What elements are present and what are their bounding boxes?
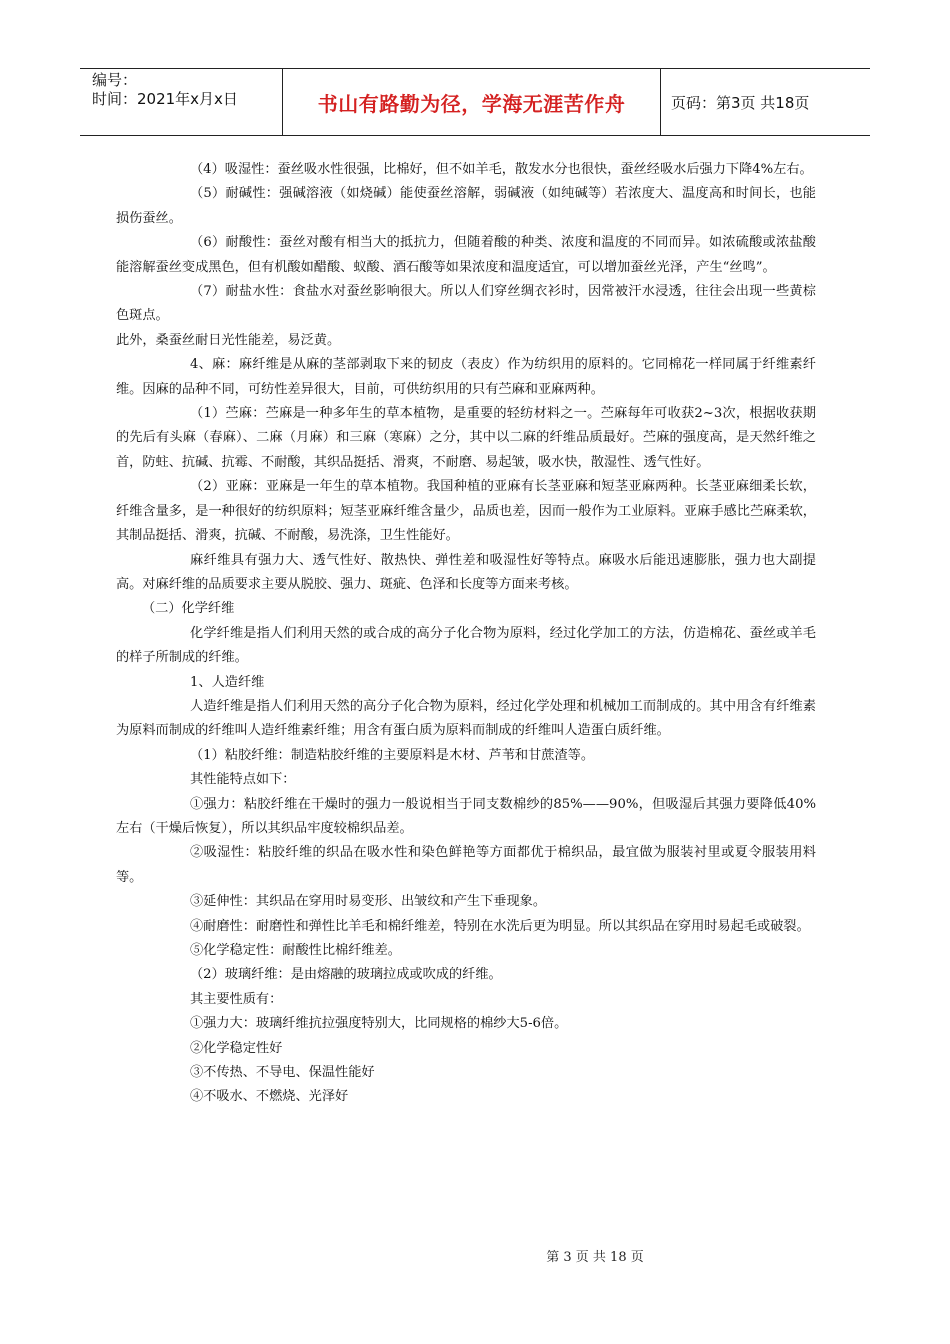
paragraph: ②吸湿性：粘胶纤维的织品在吸水性和染色鲜艳等方面都优于棉织品，最宜做为服装衬里或夏令服装用料等。 <box>116 845 816 885</box>
paragraph: 化学纤维是指人们利用天然的或合成的高分子化合物为原料，经过化学加工的方法，仿造棉花、蚕丝或羊毛的样子所制成的纤维。 <box>116 625 816 666</box>
paragraph: （1）粘胶纤维：制造粘胶纤维的主要原料是木材、芦苇和甘蔗渣等。 <box>190 747 595 763</box>
paragraph: （2）玻璃纤维：是由熔融的玻璃拉成或吹成的纤维。 <box>190 967 502 983</box>
paragraph: ②化学稳定性好 <box>190 1040 283 1056</box>
paragraph: （7）耐盐水性：食盐水对蚕丝影响很大。所以人们穿丝绸衣衫时，因常被汗水浸透，往往会出现一些黄棕色斑点。 <box>116 284 816 324</box>
paragraph: （4）吸湿性：蚕丝吸水性很强，比棉好，但不如羊毛，散发水分也很快，蚕丝经吸水后强力下降4%左右。 <box>190 162 813 177</box>
paragraph: 4、麻：麻纤维是从麻的茎部剥取下来的韧皮（表皮）作为纺织用的原料的。它同棉花一样同属于纤维素纤维。因麻的品种不同，可纺性差异很大，目前，可供纺织用的只有苎麻和亚麻两种。 <box>116 357 816 397</box>
paragraph: ③不传热、不导电、保温性能好 <box>190 1065 375 1081</box>
paragraph: 其主要性质有： <box>190 991 283 1007</box>
paragraph: ⑤化学稳定性：耐酸性比棉纤维差。 <box>190 943 401 958</box>
paragraph: 麻纤维具有强力大、透气性好、散热快、弹性差和吸湿性好等特点。麻吸水后能迅速膨胀，强力也大副提高。对麻纤维的品质要求主要从脱胶、强力、斑疵、色泽和长度等方面来考核。 <box>116 552 816 592</box>
code-label: 编号： <box>92 71 138 89</box>
paragraph: ④不吸水、不燃烧、光泽好 <box>190 1089 349 1105</box>
header-meta <box>80 69 283 135</box>
header-page-label: 页码：第3页 共18页 <box>671 93 810 112</box>
paragraph: ④耐磨性：耐磨性和弹性比羊毛和棉纤维差，特别在水洗后更为明显。所以其织品在穿用时易起毛或破裂。 <box>190 918 810 934</box>
paragraph: 人造纤维是指人们利用天然的高分子化合物为原料，经过化学处理和机械加工而制成的。其中用含有纤维素为原料而制成的纤维叫人造纤维素纤维；用含有蛋白质为原料而制成的纤维叫人造蛋白质纤维。 <box>116 698 816 739</box>
paragraph: ①强力大：玻璃纤维抗拉强度特别大，比同规格的棉纱大5-6倍。 <box>190 1016 568 1032</box>
paragraph: （2）亚麻：亚麻是一年生的草本植物。我国种植的亚麻有长茎亚麻和短茎亚麻两种。长茎亚麻细柔长软，纤维含量多，是一种很好的纺织原料；短茎亚麻纤维含量少，品质也差，因而一般作为工业原料。亚麻手感比苎麻柔软，其制品挺括、滑爽，抗碱、不耐酸，易洗涤，卫生性能好。 <box>116 479 816 544</box>
paragraph: 其性能特点如下： <box>190 772 296 788</box>
paragraph: （1）苎麻：苎麻是一种多年生的草本植物，是重要的轻纺材料之一。苎麻每年可收获2~3次，根据收获期的先后有头麻（春麻）、二麻（月麻）和三麻（寒麻）之分，其中以二麻的纤维品质最好。苎麻的强度高，是天然纤维之首，防蛀、抗碱、抗霉、不耐酸，其织品挺括、滑爽，不耐磨、易起皱，吸水快，散湿性、透气性好。 <box>116 406 816 470</box>
page-header <box>80 68 870 136</box>
time-label: 时间：2021年x月x日 <box>92 90 238 108</box>
paragraph: （5）耐碱性：强碱溶液（如烧碱）能使蚕丝溶解，弱碱液（如纯碱等）若浓度大、温度高和时间长，也能损伤蚕丝。 <box>116 186 816 226</box>
paragraph: ①强力：粘胶纤维在干燥时的强力一般说相当于同支数棉纱的85%——90%，但吸湿后其强力要降低40%左右（干燥后恢复），所以其织品牢度较棉织品差。 <box>116 796 816 836</box>
paragraph: ③延伸性：其织品在穿用时易变形、出皱纹和产生下垂现象。 <box>190 894 547 910</box>
paragraph: （6）耐酸性：蚕丝对酸有相当大的抵抗力，但随着酸的种类、浓度和温度的不同而异。如浓硫酸或浓盐酸能溶解蚕丝变成黑色，但有机酸如醋酸、蚁酸、酒石酸等如果浓度和温度适宜，可以增加蚕丝光泽，产生“丝鸣”。 <box>116 235 816 275</box>
page-footer: 第 3 页 共 18 页 <box>546 1250 644 1265</box>
section-heading: （二）化学纤维 <box>142 601 235 617</box>
header-motto: 书山有路勤为径，学海无涯苦作舟 <box>283 69 661 135</box>
paragraph: 此外，桑蚕丝耐日光性能差，易泛黄。 <box>116 332 341 348</box>
document-body <box>116 158 816 1110</box>
subsection-heading: 1、人造纤维 <box>190 674 265 690</box>
